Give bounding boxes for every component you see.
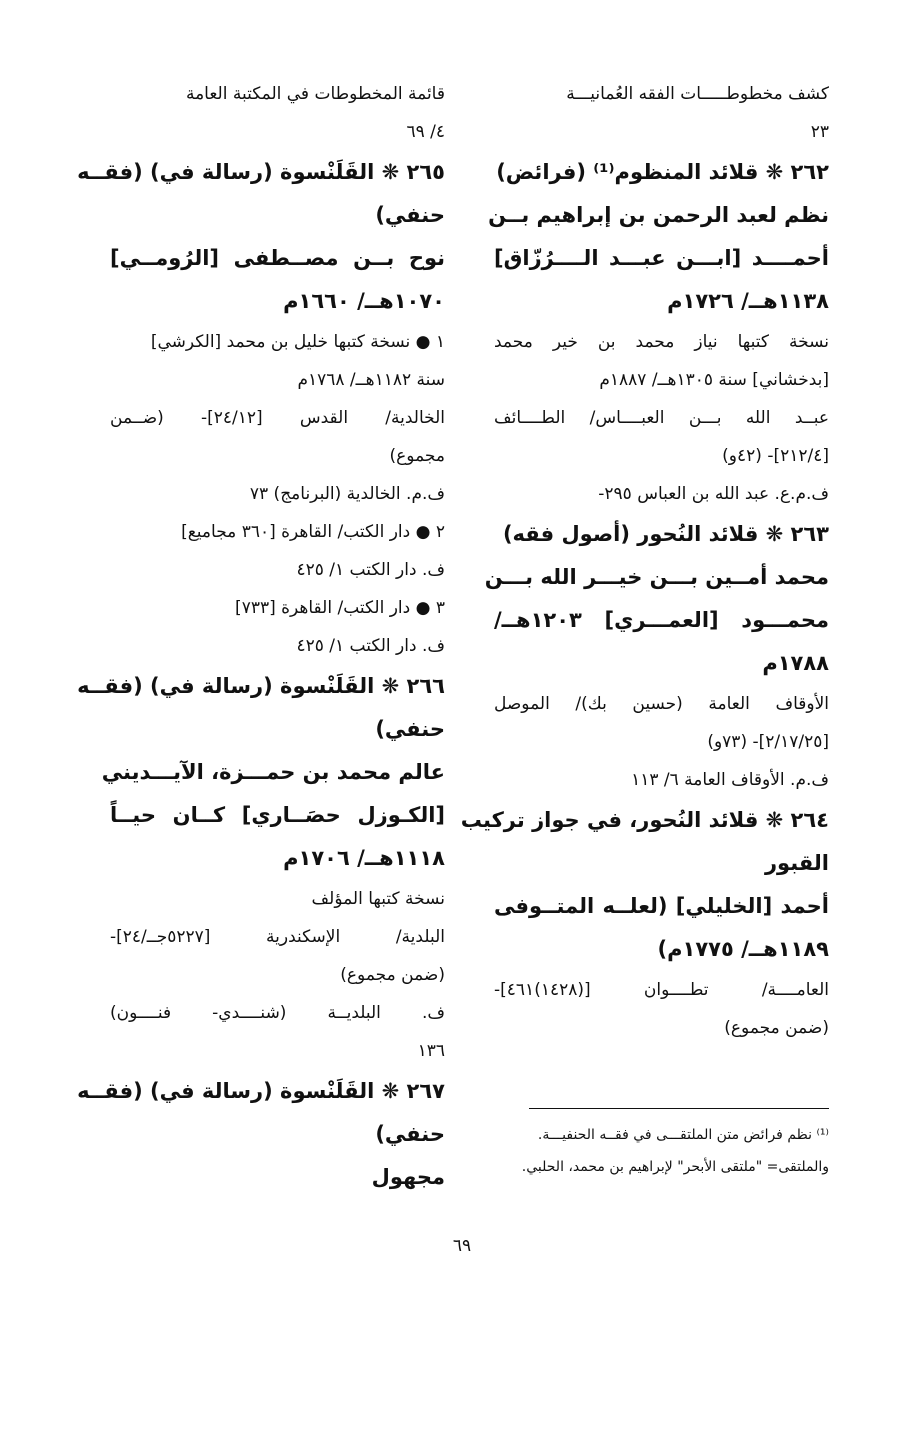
catalog-line: القبور: [764, 851, 829, 875]
catalog-line: [٢١٢/٤]- (٤٢و): [722, 446, 829, 466]
catalog-line: العامــــة/ تطــــوان [(١٤٢٨)٤٦١]-: [494, 980, 829, 1000]
catalog-line: أحمــــد [ابـــن عبـــد الــــرُزّاق]: [494, 246, 829, 270]
catalog-line: [٢/١٧/٢٥]- (٧٣و): [707, 732, 829, 752]
right-column-entries: [460, 120, 829, 1041]
catalog-line: عبــد الله بـــن العبــــاس/ الطــــائف: [494, 408, 829, 428]
running-header-right: كشف مخطوطـــــات الفقه العُمانيـــة: [566, 84, 829, 104]
running-header-left: قائمة المخطوطات في المكتبة العامة: [185, 84, 445, 104]
catalog-line: ٢ ● دار الكتب/ القاهرة [٣٦٠ مجاميع]: [181, 522, 445, 542]
catalog-line: سنة ١١٨٢هــ/ ١٧٦٨م: [297, 370, 445, 390]
footnote-line: والملتقى= "ملتقى الأبحر" لإبراهيم بن محمد، الحلبي.: [521, 1159, 829, 1175]
catalog-line: ١٣٦: [417, 1041, 445, 1061]
catalog-line: عالم محمد بن حمـــزة، الآيـــديني: [101, 760, 445, 784]
catalog-line: (ضمن مجموع): [340, 965, 445, 985]
catalog-line: ٢٦٤ ❋ قلائد النُحور، في جواز تركيب: [460, 808, 829, 832]
catalog-line: نظم لعبد الرحمن بن إبراهيم بــن: [488, 203, 829, 227]
right-column: [460, 82, 829, 1054]
catalog-line: ف.م. الأوقاف العامة ٦/ ١١٣: [631, 770, 829, 790]
catalog-line: ف.م.ع. عبد الله بن العباس ٢٩٥-: [598, 484, 829, 504]
catalog-line: [بدخشاني] سنة ١٣٠٥هــ/ ١٨٨٧م: [599, 370, 829, 390]
catalog-line: محمد أمــين بـــن خيـــر الله بـــن: [484, 565, 829, 589]
catalog-line: محمـــود [العمـــري] ١٢٠٣هــ/: [494, 608, 829, 632]
catalog-line: ف. دار الكتب ١/ ٤٢٥: [296, 560, 445, 580]
footnote: [494, 1124, 829, 1188]
left-column: [77, 82, 446, 1206]
catalog-line: ٢٦٧ ❋ القَلَنْسوة (رسالة في) (فقــه: [77, 1079, 445, 1103]
catalog-line: حنفي): [375, 203, 445, 227]
catalog-line: ٤/ ٦٩: [406, 122, 445, 142]
catalog-line: ٢٦٢ ❋ قلائد المنظوم⁽¹⁾ (فرائض): [496, 160, 829, 184]
catalog-line: حنفي): [375, 1122, 445, 1146]
catalog-line: نوح بــن مصــطفى [الرُومــي]: [110, 246, 445, 270]
catalog-line: مجموع): [389, 446, 445, 466]
left-column-entries: [77, 120, 446, 1191]
catalog-line: [الكـوزل حصَــاري] كــان حيــاً: [110, 803, 445, 827]
catalog-line: مجهول: [371, 1165, 445, 1189]
catalog-line: نسخة كتبها نياز محمد بن خير محمد: [494, 332, 829, 352]
catalog-line: أحمد [الخليلي] (لعلــه المتــوفى: [494, 894, 829, 918]
catalog-line: (ضمن مجموع): [724, 1018, 829, 1038]
catalog-line: ٣ ● دار الكتب/ القاهرة [٧٣٣]: [235, 598, 445, 618]
catalog-line: البلدية/ الإسكندرية [٥٢٢٧جــ/٢٤]-: [110, 927, 445, 947]
catalog-line: حنفي): [375, 717, 445, 741]
catalog-line: ٢٦٥ ❋ القَلَنْسوة (رسالة في) (فقــه: [77, 160, 445, 184]
footnote-line: ⁽¹⁾ نظم فرائض متن الملتقـــى في فقــه الحنفيـــة.: [537, 1127, 829, 1143]
catalog-line: ف. البلديــة (شنــــدي- فنــــون): [110, 1003, 445, 1023]
catalog-line: الخالدية/ القدس [٢٤/١٢]- (ضــمن: [110, 408, 446, 428]
catalog-line: ١٧٨٨م: [762, 651, 829, 675]
catalog-line: ١١٨٩هــ/ ١٧٧٥م): [657, 937, 829, 961]
catalog-line: ١١١٨هــ/ ١٧٠٦م: [283, 846, 445, 870]
catalog-line: ف.م. الخالدية (البرنامج) ٧٣: [249, 484, 445, 504]
page-number: ٦٩: [452, 1236, 472, 1256]
catalog-line: نسخة كتبها المؤلف: [311, 889, 445, 909]
catalog-line: ف. دار الكتب ١/ ٤٢٥: [296, 636, 445, 656]
catalog-line: ٢٣: [810, 122, 829, 142]
catalog-line: ٢٦٣ ❋ قلائد النُحور (أصول فقه): [502, 522, 829, 546]
footnote-divider: [529, 1108, 829, 1109]
catalog-line: ٢٦٦ ❋ القَلَنْسوة (رسالة في) (فقــه: [77, 674, 445, 698]
catalog-line: ١١٣٨هــ/ ١٧٢٦م: [667, 289, 829, 313]
catalog-line: الأوقاف العامة (حسين بك)/ الموصل: [494, 694, 829, 714]
catalog-line: ١ ● نسخة كتبها خليل بن محمد [الكرشي]: [150, 332, 445, 352]
catalog-line: ١٠٧٠هــ/ ١٦٦٠م: [283, 289, 445, 313]
